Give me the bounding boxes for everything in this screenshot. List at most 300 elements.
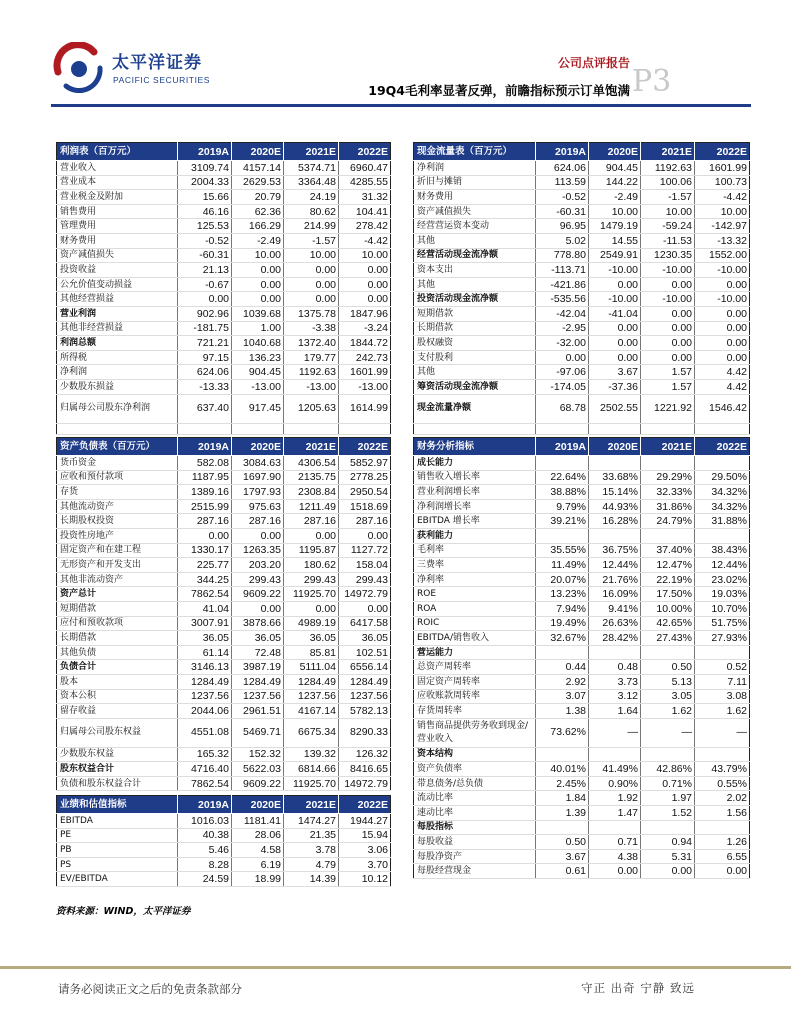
value-cell: 5469.71 — [232, 718, 284, 747]
value-cell: 344.25 — [178, 572, 232, 587]
row-label-cell: PE — [57, 828, 178, 843]
value-cell: 1221.92 — [641, 394, 695, 423]
table-row — [57, 204, 391, 219]
value-cell: 0.00 — [641, 350, 695, 365]
year-header-cell: 2021E — [284, 438, 339, 456]
value-cell: 0.00 — [589, 321, 641, 336]
value-cell: 152.32 — [232, 747, 284, 762]
value-cell: 12.44% — [589, 558, 641, 573]
table-row — [57, 747, 391, 762]
value-cell: 1192.63 — [641, 161, 695, 176]
value-cell: -174.05 — [536, 379, 589, 394]
row-label-cell: 其他负债 — [57, 645, 178, 660]
row-label-cell: ROIC — [414, 616, 536, 631]
value-cell: 11925.70 — [284, 587, 339, 602]
value-cell: -10.00 — [695, 263, 750, 278]
value-cell: -10.00 — [641, 263, 695, 278]
value-cell: 27.43% — [641, 631, 695, 646]
cashflow-statement-table — [413, 142, 750, 435]
table-row — [57, 814, 391, 829]
value-cell: 1284.49 — [339, 674, 391, 689]
value-cell: 28.06 — [232, 828, 284, 843]
value-cell: 9.41% — [589, 601, 641, 616]
table-row — [414, 292, 750, 307]
value-cell: 22.19% — [641, 572, 695, 587]
value-cell — [536, 528, 589, 543]
value-cell: 2961.51 — [232, 704, 284, 719]
value-cell: 4167.14 — [284, 704, 339, 719]
value-cell: 287.16 — [339, 514, 391, 529]
value-cell: 29.29% — [641, 470, 695, 485]
value-cell: 23.02% — [695, 572, 750, 587]
value-cell: 166.29 — [232, 219, 284, 234]
value-cell: 3.78 — [284, 843, 339, 858]
value-cell: 1372.40 — [284, 336, 339, 351]
value-cell: 1016.03 — [178, 814, 232, 829]
value-cell: 32.33% — [641, 485, 695, 500]
table-title-cell: 财务分析指标 — [414, 438, 536, 456]
row-label-cell: 其他经营损益 — [57, 292, 178, 307]
value-cell: 61.14 — [178, 645, 232, 660]
value-cell: 624.06 — [536, 161, 589, 176]
value-cell: 42.65% — [641, 616, 695, 631]
value-cell: 139.32 — [284, 747, 339, 762]
row-label-cell: 每股收益 — [414, 835, 536, 850]
table-row — [414, 689, 750, 704]
table-row — [414, 321, 750, 336]
value-cell: 24.79% — [641, 514, 695, 529]
value-cell: 0.00 — [284, 601, 339, 616]
table-row — [57, 161, 391, 176]
value-cell: 2004.33 — [178, 175, 232, 190]
value-cell: 1614.99 — [339, 394, 391, 423]
table-row — [414, 175, 750, 190]
row-label-cell: 销售商品提供劳务收到现金/营业收入 — [414, 718, 536, 747]
value-cell: -13.00 — [232, 379, 284, 394]
year-header-cell: 2020E — [232, 438, 284, 456]
table-title-cell: 资产负债表（百万元） — [57, 438, 178, 456]
value-cell: 1187.95 — [178, 470, 232, 485]
table-row — [57, 379, 391, 394]
value-cell: 8290.33 — [339, 718, 391, 747]
company-logo — [52, 42, 252, 96]
row-label-cell: ROE — [414, 587, 536, 602]
value-cell: 1.62 — [641, 704, 695, 719]
value-cell: 299.43 — [232, 572, 284, 587]
year-header-cell: 2020E — [589, 143, 641, 161]
table-row — [57, 631, 391, 646]
balance-sheet-table — [56, 437, 391, 791]
value-cell: 278.42 — [339, 219, 391, 234]
row-label-cell: 总资产周转率 — [414, 660, 536, 675]
value-cell: 1.38 — [536, 704, 589, 719]
value-cell — [641, 645, 695, 660]
value-cell: 1.57 — [641, 365, 695, 380]
table-row — [57, 321, 391, 336]
value-cell: 721.21 — [178, 336, 232, 351]
value-cell: 10.00 — [695, 204, 750, 219]
table-row — [414, 336, 750, 351]
value-cell: -42.04 — [536, 306, 589, 321]
value-cell: 35.55% — [536, 543, 589, 558]
value-cell: -4.42 — [339, 233, 391, 248]
table-row — [57, 587, 391, 602]
value-cell: 1.47 — [589, 806, 641, 821]
value-cell: 0.00 — [589, 277, 641, 292]
value-cell: 1601.99 — [695, 161, 750, 176]
value-cell: -3.24 — [339, 321, 391, 336]
value-cell: 27.93% — [695, 631, 750, 646]
row-label-cell: 长期借款 — [414, 321, 536, 336]
value-cell: 0.00 — [695, 321, 750, 336]
value-cell: 2502.55 — [589, 394, 641, 423]
value-cell: 4.42 — [695, 365, 750, 380]
table-header-row — [414, 143, 750, 161]
value-cell: -10.00 — [641, 292, 695, 307]
year-header-cell: 2021E — [641, 143, 695, 161]
value-cell: 136.23 — [232, 350, 284, 365]
value-cell: 0.00 — [339, 263, 391, 278]
row-label-cell: 资产总计 — [57, 587, 178, 602]
value-cell: -97.06 — [536, 365, 589, 380]
value-cell: -10.00 — [589, 292, 641, 307]
value-cell: 7862.54 — [178, 587, 232, 602]
value-cell: 3084.63 — [232, 456, 284, 471]
value-cell: 28.42% — [589, 631, 641, 646]
value-cell: 1518.69 — [339, 499, 391, 514]
value-cell: 1375.78 — [284, 306, 339, 321]
value-cell: 1797.93 — [232, 485, 284, 500]
table-spacer-row — [414, 423, 750, 434]
row-label-cell: EBITDA/销售收入 — [414, 631, 536, 646]
value-cell: 6417.58 — [339, 616, 391, 631]
value-cell: 0.00 — [589, 864, 641, 879]
value-cell: 2950.54 — [339, 485, 391, 500]
table-row — [414, 485, 750, 500]
value-cell: 0.00 — [178, 292, 232, 307]
table-row — [414, 864, 750, 879]
row-label-cell: 经营活动现金流净额 — [414, 248, 536, 263]
year-header-cell: 2019A — [178, 143, 232, 161]
table-row — [414, 776, 750, 791]
table-row — [57, 248, 391, 263]
row-label-cell: 短期借款 — [414, 306, 536, 321]
value-cell: 2135.75 — [284, 470, 339, 485]
row-label-cell: 资本支出 — [414, 263, 536, 278]
table-row — [414, 835, 750, 850]
value-cell: 203.20 — [232, 558, 284, 573]
value-cell: 287.16 — [284, 514, 339, 529]
value-cell: 0.00 — [339, 292, 391, 307]
table-row — [57, 263, 391, 278]
value-cell: 2.02 — [695, 791, 750, 806]
logo-emblem-icon — [52, 42, 106, 96]
value-cell: 8416.65 — [339, 762, 391, 777]
table-row — [57, 616, 391, 631]
value-cell: 1.62 — [695, 704, 750, 719]
table-row — [414, 161, 750, 176]
value-cell: 0.61 — [536, 864, 589, 879]
value-cell: 31.88% — [695, 514, 750, 529]
table-row — [57, 601, 391, 616]
table-row — [414, 499, 750, 514]
row-label-cell: 资产负债率 — [414, 762, 536, 777]
value-cell: 62.36 — [232, 204, 284, 219]
value-cell: 11.49% — [536, 558, 589, 573]
value-cell: 0.00 — [641, 864, 695, 879]
value-cell: -32.00 — [536, 336, 589, 351]
table-row — [57, 190, 391, 205]
value-cell: 3.05 — [641, 689, 695, 704]
value-cell: 10.00 — [232, 248, 284, 263]
row-label-cell: 净利率 — [414, 572, 536, 587]
value-cell: 0.00 — [232, 601, 284, 616]
year-header-cell: 2022E — [695, 438, 750, 456]
empty-cell — [57, 423, 178, 434]
value-cell: 31.86% — [641, 499, 695, 514]
value-cell: 1.00 — [232, 321, 284, 336]
value-cell: 5782.13 — [339, 704, 391, 719]
row-label-cell: 其他 — [414, 365, 536, 380]
row-label-cell: 每股经营现金 — [414, 864, 536, 879]
value-cell: 1.64 — [589, 704, 641, 719]
value-cell: -0.67 — [178, 277, 232, 292]
value-cell: 4551.08 — [178, 718, 232, 747]
value-cell: 0.00 — [695, 277, 750, 292]
value-cell: 21.13 — [178, 263, 232, 278]
value-cell: 7.94% — [536, 601, 589, 616]
row-label-cell: 货币资金 — [57, 456, 178, 471]
value-cell: 4.79 — [284, 857, 339, 872]
year-header-cell: 2020E — [232, 796, 284, 814]
value-cell — [589, 456, 641, 471]
value-cell: 0.00 — [232, 277, 284, 292]
value-cell: 20.79 — [232, 190, 284, 205]
logo-english-name: PACIFIC SECURITIES — [113, 75, 211, 85]
row-label-cell: PB — [57, 843, 178, 858]
value-cell: 0.00 — [641, 277, 695, 292]
value-cell: 12.47% — [641, 558, 695, 573]
value-cell: -113.71 — [536, 263, 589, 278]
logo-chinese-name: 太平洋证券 — [112, 53, 202, 73]
value-cell: 0.00 — [641, 306, 695, 321]
table-header-row — [57, 796, 391, 814]
value-cell: 39.21% — [536, 514, 589, 529]
value-cell: 10.00 — [589, 204, 641, 219]
table-row — [414, 645, 750, 660]
value-cell: 5111.04 — [284, 660, 339, 675]
value-cell: 6675.34 — [284, 718, 339, 747]
value-cell: 14.39 — [284, 872, 339, 887]
value-cell: 0.00 — [641, 321, 695, 336]
value-cell: 0.00 — [284, 277, 339, 292]
row-label-cell: EBITDA — [57, 814, 178, 829]
financial-ratios-table — [413, 437, 750, 879]
row-label-cell: 现金流量净额 — [414, 394, 536, 423]
value-cell: 0.00 — [695, 864, 750, 879]
value-cell: 43.79% — [695, 762, 750, 777]
value-cell: 0.71% — [641, 776, 695, 791]
value-cell: 7862.54 — [178, 776, 232, 791]
value-cell: 15.94 — [339, 828, 391, 843]
value-cell: 41.04 — [178, 601, 232, 616]
value-cell — [589, 645, 641, 660]
value-cell: 21.35 — [284, 828, 339, 843]
value-cell: 16.09% — [589, 587, 641, 602]
row-label-cell: 长期股权投资 — [57, 514, 178, 529]
value-cell: 1.39 — [536, 806, 589, 821]
value-cell: 14.55 — [589, 233, 641, 248]
value-cell: 0.00 — [536, 350, 589, 365]
value-cell: 1205.63 — [284, 394, 339, 423]
row-label-cell: 少数股东权益 — [57, 747, 178, 762]
table-row — [57, 499, 391, 514]
value-cell: 38.43% — [695, 543, 750, 558]
value-cell: 6556.14 — [339, 660, 391, 675]
empty-cell — [641, 423, 695, 434]
value-cell: 0.00 — [284, 528, 339, 543]
value-cell — [589, 528, 641, 543]
value-cell: 4157.14 — [232, 161, 284, 176]
value-cell: 5.46 — [178, 843, 232, 858]
row-label-cell: 归属母公司股东权益 — [57, 718, 178, 747]
value-cell: 6.55 — [695, 849, 750, 864]
table-row — [414, 601, 750, 616]
row-label-cell: 股权融资 — [414, 336, 536, 351]
row-label-cell: 财务费用 — [414, 190, 536, 205]
row-label-cell: 投资收益 — [57, 263, 178, 278]
value-cell: 0.50 — [536, 835, 589, 850]
value-cell: 36.75% — [589, 543, 641, 558]
row-label-cell: 投资活动现金流净额 — [414, 292, 536, 307]
value-cell: 5.31 — [641, 849, 695, 864]
row-label-cell: 资产减值损失 — [414, 204, 536, 219]
value-cell: 73.62% — [536, 718, 589, 747]
value-cell: 1.52 — [641, 806, 695, 821]
value-cell: 5.13 — [641, 674, 695, 689]
value-cell — [536, 820, 589, 835]
value-cell: 100.73 — [695, 175, 750, 190]
value-cell: -13.32 — [695, 233, 750, 248]
value-cell: 4.58 — [232, 843, 284, 858]
value-cell: 3.07 — [536, 689, 589, 704]
row-label-cell: 筹资活动现金流净额 — [414, 379, 536, 394]
year-header-cell: 2020E — [232, 143, 284, 161]
year-header-cell: 2022E — [339, 796, 391, 814]
row-label-cell: 短期借款 — [57, 601, 178, 616]
value-cell: 2629.53 — [232, 175, 284, 190]
value-cell: -13.00 — [284, 379, 339, 394]
row-label-cell: 支付股利 — [414, 350, 536, 365]
value-cell: 5622.03 — [232, 762, 284, 777]
value-cell: 2549.91 — [589, 248, 641, 263]
table-row — [414, 233, 750, 248]
value-cell: 1474.27 — [284, 814, 339, 829]
table-row — [414, 365, 750, 380]
footer-rule — [0, 966, 791, 969]
table-row — [414, 219, 750, 234]
table-row — [414, 514, 750, 529]
empty-cell — [589, 423, 641, 434]
value-cell: 96.95 — [536, 219, 589, 234]
year-header-cell: 2021E — [284, 143, 339, 161]
value-cell: 1389.16 — [178, 485, 232, 500]
value-cell: 41.49% — [589, 762, 641, 777]
value-cell: -142.97 — [695, 219, 750, 234]
value-cell: 0.00 — [641, 336, 695, 351]
value-cell: 0.90% — [589, 776, 641, 791]
value-cell: 1844.72 — [339, 336, 391, 351]
data-source-note: 资料来源：WIND，太平洋证券 — [56, 906, 191, 917]
table-row — [57, 674, 391, 689]
value-cell — [589, 820, 641, 835]
value-cell: 102.51 — [339, 645, 391, 660]
report-headline: 19Q4毛利率显著反弹，前瞻指标预示订单饱满 — [368, 83, 630, 98]
value-cell: 7.11 — [695, 674, 750, 689]
value-cell: 1211.49 — [284, 499, 339, 514]
value-cell: -60.31 — [536, 204, 589, 219]
value-cell: 1284.49 — [232, 674, 284, 689]
value-cell: -13.33 — [178, 379, 232, 394]
value-cell: 6960.47 — [339, 161, 391, 176]
value-cell: 778.80 — [536, 248, 589, 263]
value-cell: 1040.68 — [232, 336, 284, 351]
value-cell: 4306.54 — [284, 456, 339, 471]
table-row — [57, 292, 391, 307]
row-label-cell: 三费率 — [414, 558, 536, 573]
table-row — [57, 704, 391, 719]
value-cell: 624.06 — [178, 365, 232, 380]
value-cell: -3.38 — [284, 321, 339, 336]
table-row — [57, 857, 391, 872]
value-cell: 1.97 — [641, 791, 695, 806]
row-label-cell: 获利能力 — [414, 528, 536, 543]
value-cell: 1263.35 — [232, 543, 284, 558]
table-row — [57, 277, 391, 292]
value-cell: 4716.40 — [178, 762, 232, 777]
table-row — [414, 528, 750, 543]
row-label-cell: 流动比率 — [414, 791, 536, 806]
value-cell: 10.70% — [695, 601, 750, 616]
value-cell: 287.16 — [232, 514, 284, 529]
row-label-cell: 营业利润 — [57, 306, 178, 321]
table-row — [57, 365, 391, 380]
table-row — [414, 572, 750, 587]
value-cell: 4989.19 — [284, 616, 339, 631]
value-cell: 299.43 — [339, 572, 391, 587]
value-cell: 85.81 — [284, 645, 339, 660]
report-type: 公司点评报告 — [557, 56, 630, 70]
value-cell: 20.07% — [536, 572, 589, 587]
row-label-cell: 资本结构 — [414, 747, 536, 762]
value-cell: 36.05 — [178, 631, 232, 646]
value-cell: 36.05 — [232, 631, 284, 646]
table-row — [414, 820, 750, 835]
value-cell: -0.52 — [178, 233, 232, 248]
value-cell: 5852.97 — [339, 456, 391, 471]
value-cell — [695, 820, 750, 835]
row-label-cell: 管理费用 — [57, 219, 178, 234]
value-cell: 40.38 — [178, 828, 232, 843]
value-cell: 44.93% — [589, 499, 641, 514]
value-cell: 3.70 — [339, 857, 391, 872]
table-row — [414, 587, 750, 602]
value-cell: 17.50% — [641, 587, 695, 602]
value-cell: 10.00% — [641, 601, 695, 616]
value-cell: 180.62 — [284, 558, 339, 573]
value-cell: 1181.41 — [232, 814, 284, 829]
table-row — [414, 277, 750, 292]
